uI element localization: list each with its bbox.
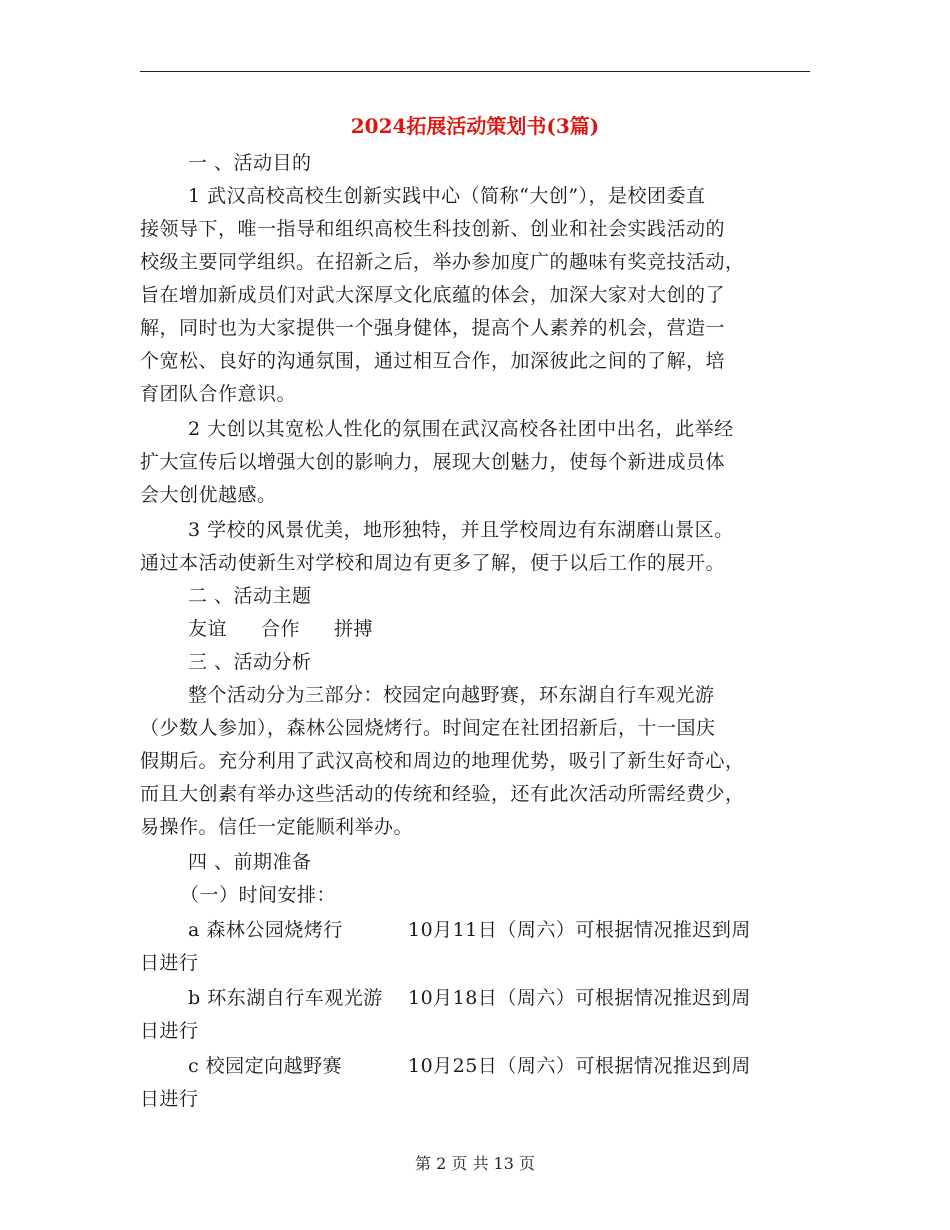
section-heading-theme: 二 、活动主题 (188, 585, 312, 607)
paragraph-line: 育团队合作意识。 (140, 383, 297, 405)
paragraph-line: 假期后。充分利用了武汉高校和周边的地理优势，吸引了新生好奇心， (140, 750, 745, 772)
paragraph-line: 校级主要同学组织。在招新之后，举办参加度广的趣味有奖竞技活动， (140, 251, 745, 273)
page-footer: 第 2 页 共 13 页 (415, 1154, 535, 1173)
section-heading-preparation: 四 、前期准备 (188, 851, 312, 873)
schedule-item (140, 982, 810, 1015)
document-title: 2024拓展活动策划书(3篇) (350, 114, 600, 138)
paragraph-line: 2 大创以其宽松人性化的氛围在武汉高校各社团中出名，此举经 (188, 418, 734, 440)
schedule-item (140, 914, 810, 947)
schedule-tail: 日进行 (140, 1020, 199, 1042)
motto-word: 合作 (261, 618, 301, 640)
paragraph-line: 通过本活动使新生对学校和周边有更多了解，便于以后工作的展开。 (140, 552, 726, 574)
paragraph-line: 1 武汉高校高校生创新实践中心（简称“大创”），是校团委直 (188, 185, 706, 207)
schedule-item (140, 1050, 810, 1083)
schedule-label: c 校园定向越野赛 (188, 1055, 343, 1077)
paragraph-line: 接领导下，唯一指导和组织高校生科技创新、创业和社会实践活动的 (140, 218, 726, 240)
paragraph-line: 扩大宣传后以增强大创的影响力，展现大创魅力，使每个新进成员体 (140, 451, 726, 473)
schedule-tail: 日进行 (140, 1088, 199, 1110)
section-heading-purpose: 一 、活动目的 (188, 152, 312, 174)
motto-word: 拼搏 (334, 618, 374, 640)
subsection-heading-schedule: （一）时间安排： (180, 884, 337, 906)
paragraph-line: 旨在增加新成员们对武大深厚文化底蕴的体会，加深大家对大创的了 (140, 284, 726, 306)
paragraph-line: 整个活动分为三部分：校园定向越野赛，环东湖自行车观光游 (188, 684, 715, 706)
schedule-date: 10月11日（周六）可根据情况推迟到周 (408, 919, 751, 941)
schedule-tail: 日进行 (140, 952, 199, 974)
schedule-label: a 森林公园烧烤行 (188, 919, 343, 941)
paragraph-line: 而且大创素有举办这些活动的传统和经验，还有此次活动所需经费少， (140, 783, 745, 805)
theme-motto (140, 613, 810, 646)
paragraph-line: 易操作。信任一定能顺利举办。 (140, 816, 414, 838)
schedule-label: b 环东湖自行车观光游 (188, 987, 383, 1009)
document-body (140, 147, 810, 1116)
paragraph-line: 个宽松、良好的沟通氛围，通过相互合作，加深彼此之间的了解，培 (140, 350, 726, 372)
paragraph-line: 解，同时也为大家提供一个强身健体，提高个人素养的机会，营造一 (140, 317, 726, 339)
paragraph-line: 3 学校的风景优美，地形独特，并且学校周边有东湖磨山景区。 (188, 519, 734, 541)
section-heading-analysis: 三 、活动分析 (188, 651, 312, 673)
schedule-date: 10月18日（周六）可根据情况推迟到周 (408, 987, 751, 1009)
paragraph-line: （少数人参加），森林公园烧烤行。时间定在社团招新后，十一国庆 (140, 717, 716, 739)
paragraph-line: 会大创优越感。 (140, 484, 277, 506)
motto-word: 友谊 (188, 618, 228, 640)
schedule-date: 10月25日（周六）可根据情况推迟到周 (408, 1055, 751, 1077)
header-rule (140, 71, 810, 72)
